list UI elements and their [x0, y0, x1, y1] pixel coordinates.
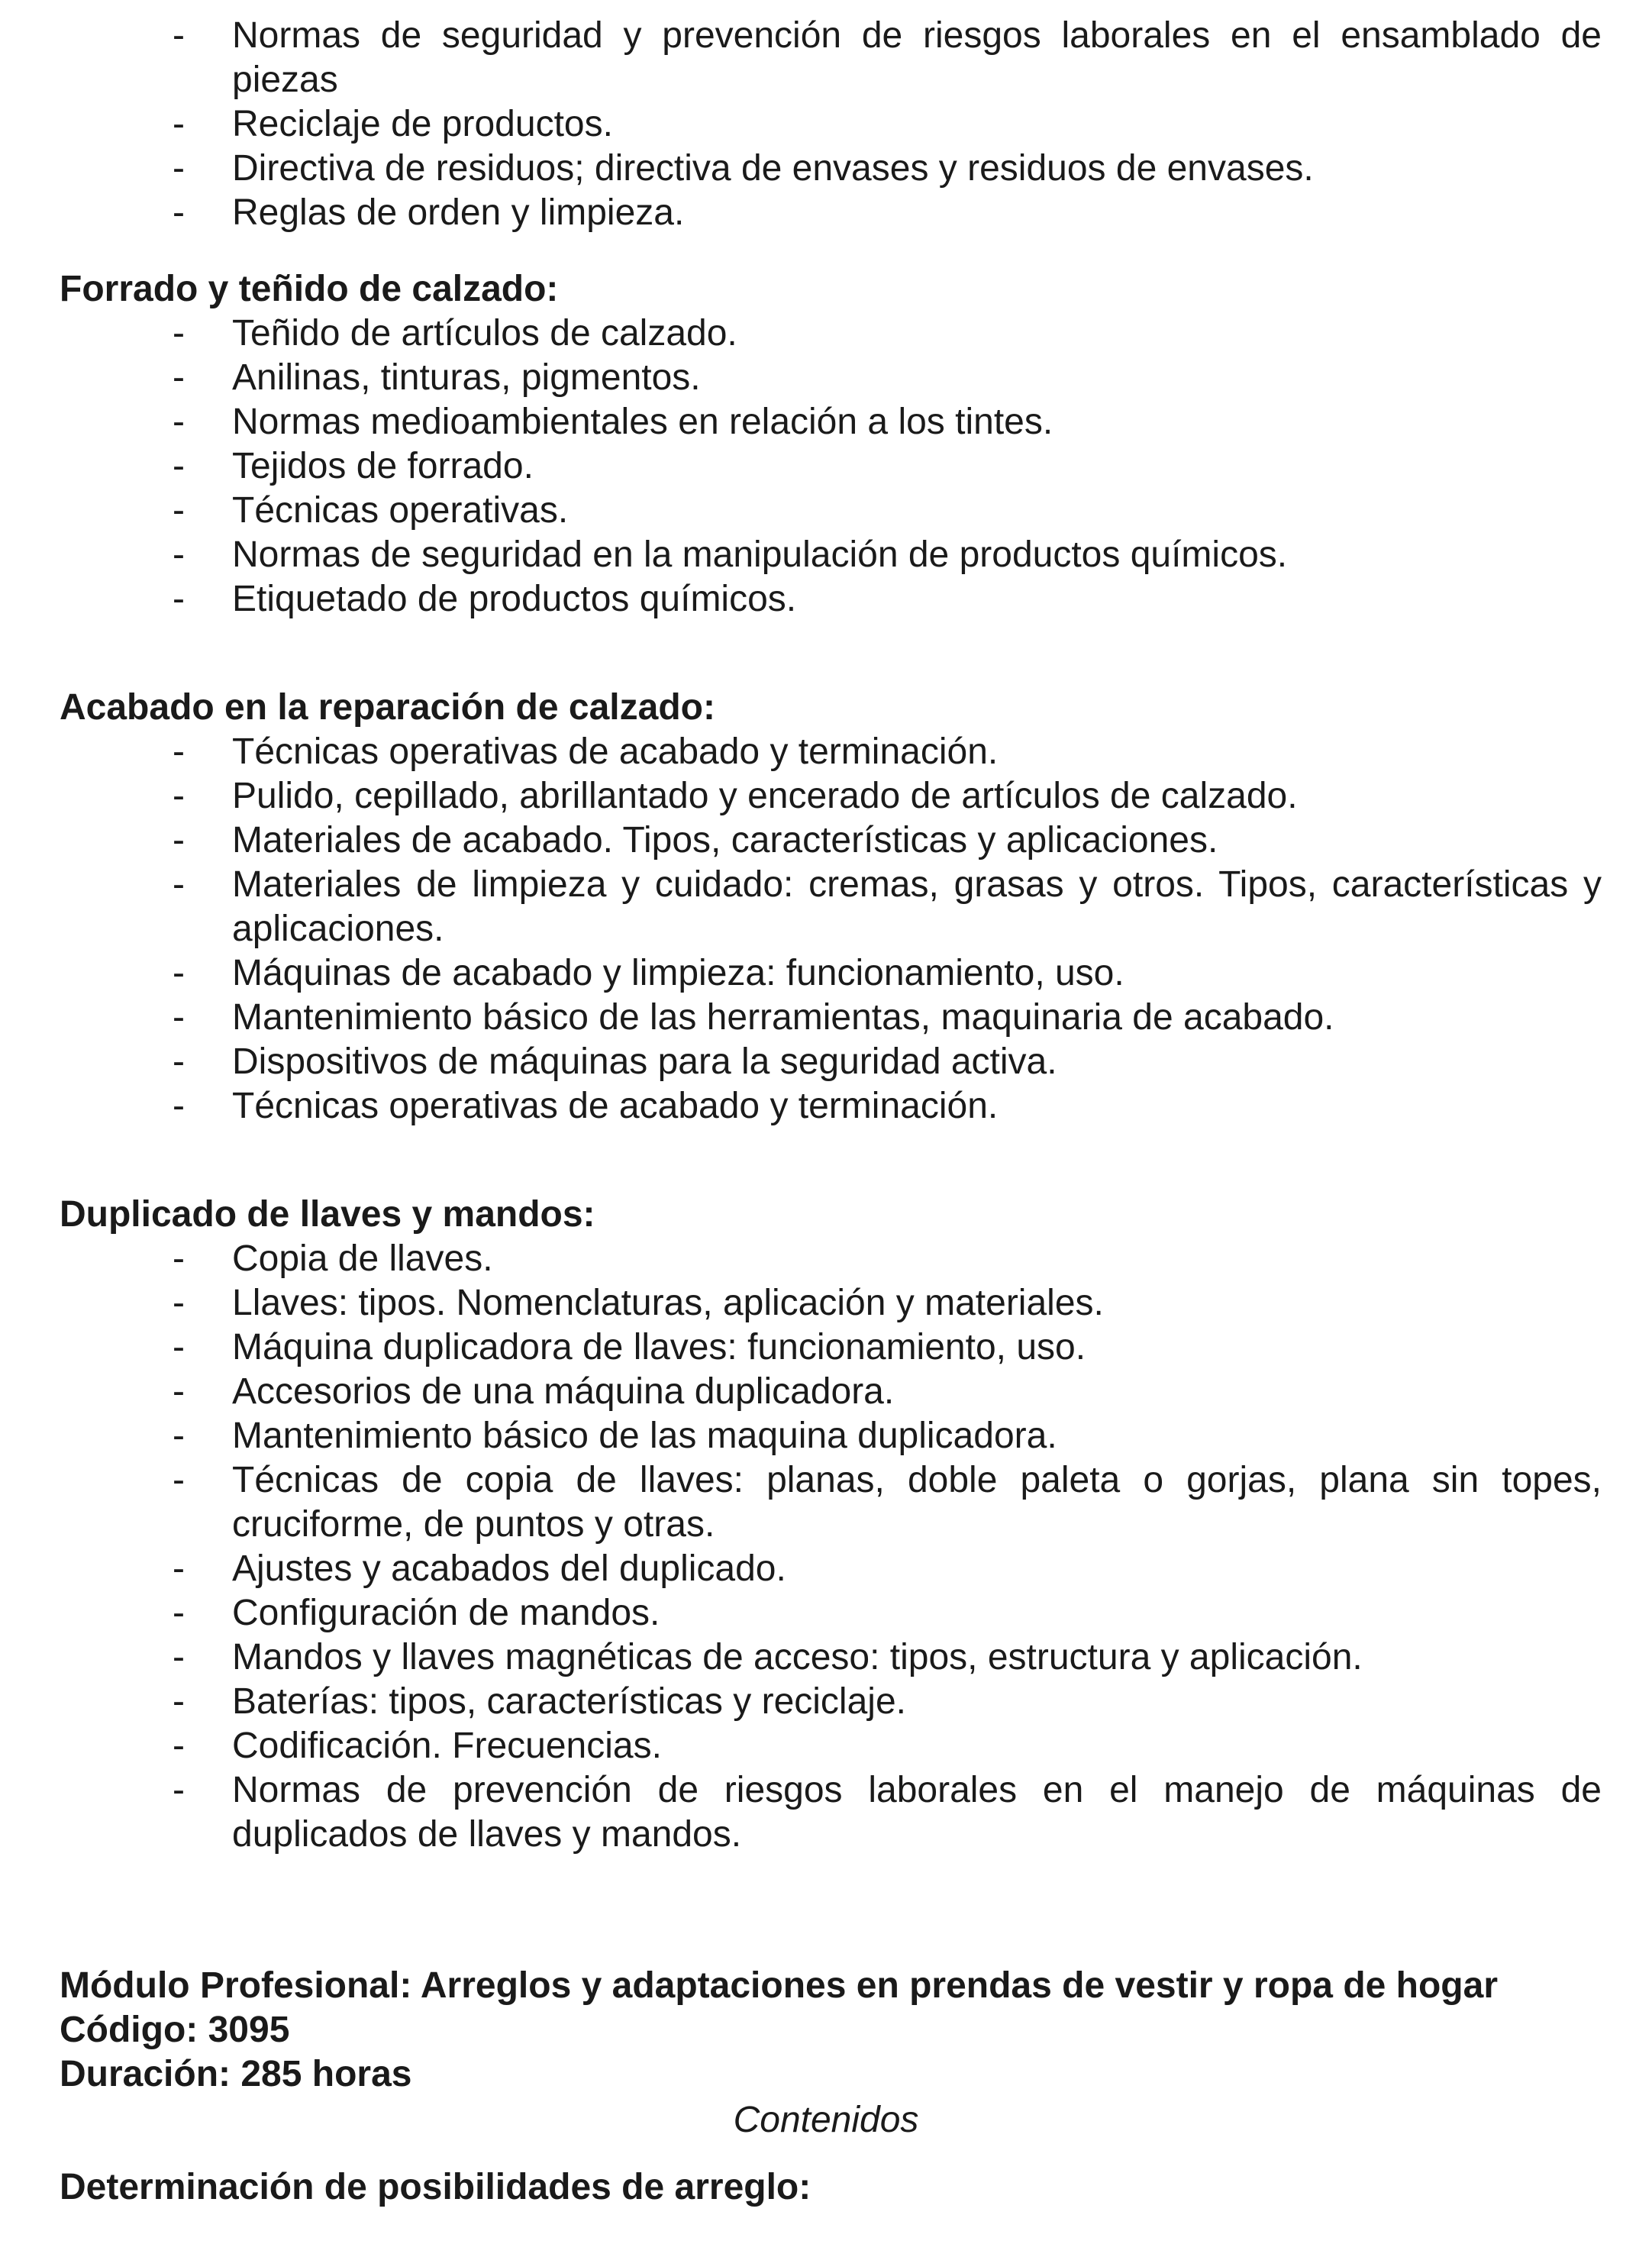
list-item: - Técnicas de copia de llaves: planas, doble paleta o gorjas, plana sin topes, cruciforme, de puntos y otras. [173, 1460, 1602, 1545]
section-list [60, 312, 1602, 622]
list-item: - Técnicas operativas. [173, 490, 569, 531]
list-item: - Normas medioambientales en relación a los tintes. [173, 402, 1053, 442]
final-heading: Determinación de posibilidades de arreglo: [60, 2167, 811, 2207]
list-item: - Mantenimiento básico de las herramientas, maquinaria de acabado. [173, 997, 1334, 1038]
list-item: - Ajustes y acabados del duplicado. [173, 1548, 786, 1589]
list-item: - Etiquetado de productos químicos. [173, 579, 797, 619]
list-item: - Copia de llaves. [173, 1238, 493, 1279]
list-item: - Teñido de artículos de calzado. [173, 313, 737, 354]
list-item: - Accesorios de una máquina duplicadora. [173, 1371, 895, 1412]
module-duration: Duración: 285 horas [60, 2054, 412, 2094]
module-header [60, 1964, 1647, 2097]
module-code: Código: 3095 [60, 2010, 290, 2050]
list-item: - Técnicas operativas de acabado y terminación. [173, 1086, 999, 1126]
list-item: - Mandos y llaves magnéticas de acceso: tipos, estructura y aplicación. [173, 1637, 1363, 1677]
section-heading: Forrado y teñido de calzado: [60, 269, 559, 309]
list-item: - Dispositivos de máquinas para la seguridad activa. [173, 1041, 1057, 1082]
list-item: - Pulido, cepillado, abrillantado y encerado de artículos de calzado. [173, 776, 1298, 816]
list-item: - Codificación. Frecuencias. [173, 1726, 662, 1766]
contents-label: Contenidos [733, 2100, 919, 2140]
list-item: - Baterías: tipos, características y reciclaje. [173, 1681, 906, 1722]
list-item: - Normas de seguridad y prevención de riesgos laborales en el ensamblado de piezas [173, 15, 1602, 100]
list-item: - Materiales de limpieza y cuidado: cremas, grasas y otros. Tipos, características y aplicaciones. [173, 864, 1602, 949]
list-item: - Normas de prevención de riesgos laborales en el manejo de máquinas de duplicados de llaves y mandos. [173, 1770, 1602, 1855]
list-item: - Anilinas, tinturas, pigmentos. [173, 357, 701, 398]
list-item: - Configuración de mandos. [173, 1593, 660, 1633]
list-item: - Técnicas operativas de acabado y terminación. [173, 731, 999, 772]
section-list [60, 1237, 1602, 1857]
list-item: - Reciclaje de productos. [173, 104, 613, 144]
list-item: - Materiales de acabado. Tipos, características y aplicaciones. [173, 820, 1218, 861]
list-item: - Máquinas de acabado y limpieza: funcionamiento, uso. [173, 953, 1124, 993]
list-item: - Directiva de residuos; directiva de envases y residuos de envases. [173, 148, 1314, 189]
module-title: Módulo Profesional: Arreglos y adaptaciones en prendas de vestir y ropa de hogar [60, 1965, 1498, 2006]
section-acabado [60, 686, 1602, 1128]
list-item: - Máquina duplicadora de llaves: funcionamiento, uso. [173, 1327, 1086, 1367]
section-forrado [60, 267, 1602, 622]
list-item: - Normas de seguridad en la manipulación de productos químicos. [173, 534, 1288, 575]
list-item: - Mantenimiento básico de las maquina duplicadora. [173, 1416, 1057, 1456]
section-duplicado [60, 1193, 1602, 1857]
list-item: - Tejidos de forrado. [173, 446, 534, 486]
list-item: - Reglas de orden y limpieza. [173, 192, 685, 233]
list-item: - Llaves: tipos. Nomenclaturas, aplicación y materiales. [173, 1283, 1104, 1323]
continuation-list [60, 14, 1602, 235]
section-list [60, 730, 1602, 1128]
section-heading: Duplicado de llaves y mandos: [60, 1194, 595, 1235]
section-heading: Acabado en la reparación de calzado: [60, 687, 715, 728]
